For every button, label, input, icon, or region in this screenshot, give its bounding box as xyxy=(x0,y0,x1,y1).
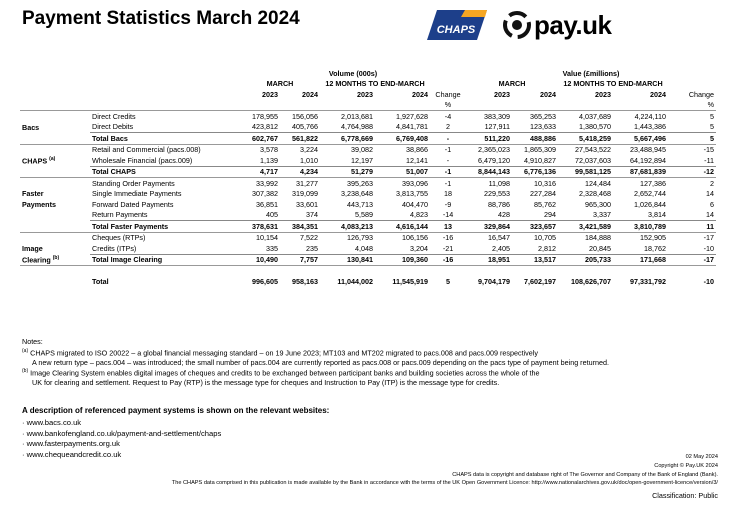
cell-v4: 12,141 xyxy=(406,155,428,165)
row-label: Credits (ITPs) xyxy=(92,243,137,253)
cell-a4: 2,652,744 xyxy=(634,189,667,199)
cell-a3: 72,037,603 xyxy=(575,155,612,165)
cell-vc: 2 xyxy=(446,122,450,132)
cell-ac: -17 xyxy=(668,254,716,266)
cell-v1: 405 xyxy=(266,210,278,220)
row-label: Total Bacs xyxy=(90,133,240,145)
cell-ac: -10 xyxy=(703,277,715,287)
cell-ac: -10 xyxy=(703,243,715,253)
cell-a4: 18,762 xyxy=(644,243,667,253)
cell-a3: 27,543,522 xyxy=(558,144,613,155)
cell-v2: 156,056 xyxy=(280,111,320,122)
cell-vc: - xyxy=(430,133,466,145)
cell-v1: 335 xyxy=(266,243,278,253)
cell-v4: 4,823 xyxy=(410,210,428,220)
cell-a3: 4,037,689 xyxy=(558,111,613,122)
chaps-copyright: CHAPS data is copyright and database right of The Governor and Company of the Bank of England (Bank). xyxy=(452,471,718,478)
cell-a4: 5,667,496 xyxy=(613,133,668,145)
total-row xyxy=(20,133,716,145)
cell-a1: 383,309 xyxy=(466,111,512,122)
payuk-logo: pay.uk xyxy=(503,8,611,42)
cell-v4: 4,841,781 xyxy=(396,122,428,132)
cell-a1: 428 xyxy=(498,210,511,220)
cell-v3: 126,793 xyxy=(320,232,375,243)
cell-a2: 85,762 xyxy=(534,199,557,209)
cell-a2: 323,657 xyxy=(512,221,558,233)
cell-v3: 3,238,648 xyxy=(341,189,373,199)
cell-v2: 4,234 xyxy=(280,166,320,178)
cell-v2: 561,822 xyxy=(280,133,320,145)
cell-vc: -9 xyxy=(444,199,452,209)
cell-v4: 11,545,919 xyxy=(392,277,428,287)
cell-v1: 3,578 xyxy=(240,144,280,155)
cell-a2: 294 xyxy=(544,210,557,220)
cell-v2: 31,277 xyxy=(280,178,320,189)
footer xyxy=(172,453,718,488)
cell-a4: 127,386 xyxy=(613,178,668,189)
section-name: Image xyxy=(22,244,43,253)
cell-a3: 20,845 xyxy=(589,243,612,253)
svg-text:CHAPS: CHAPS xyxy=(436,24,476,36)
table-row xyxy=(20,243,716,254)
cell-a1: 127,911 xyxy=(484,122,511,132)
payment-statistics-table xyxy=(20,68,716,287)
bacs-section xyxy=(20,111,716,145)
cell-a1: 2,365,023 xyxy=(466,144,512,155)
cell-a3: 965,300 xyxy=(585,199,612,209)
cell-a3: 1,380,570 xyxy=(579,122,612,132)
cell-v3: 443,713 xyxy=(347,199,373,209)
row-label: Return Payments xyxy=(92,210,148,220)
cell-a3: 108,626,707 xyxy=(571,277,612,287)
march-header: MARCH xyxy=(498,79,526,89)
table-row xyxy=(20,155,716,166)
note-a: $^{(a)}$ CHAPS migrated to ISO 20022 – a global financial messaging standard – on 19 June 2023; MT103 and MT202 migrated to pacs.008 and pacs.009 respectively xyxy=(22,347,538,357)
row-label: Retail and Commercial (pacs.008) xyxy=(90,144,240,155)
cell-v1: 602,767 xyxy=(240,133,280,145)
cell-v2: 384,351 xyxy=(280,221,320,233)
cell-ac: -11 xyxy=(704,155,715,165)
cell-a1: 11,098 xyxy=(466,178,512,189)
cell-v1: 378,631 xyxy=(240,221,280,233)
cell-v4: 106,156 xyxy=(375,232,430,243)
cell-a4: 171,668 xyxy=(613,254,668,266)
cell-a2: 6,776,136 xyxy=(512,166,558,178)
cell-v3: 12,197 xyxy=(351,155,373,165)
cell-a4: 64,192,894 xyxy=(630,155,667,165)
header-row-3: 2023 2024 2023 2024 Change 2023 2024 2023 2024 Change xyxy=(262,89,715,99)
cell-a3: 99,581,125 xyxy=(558,166,613,178)
cell-vc: -1 xyxy=(430,166,466,178)
cell-vc: -16 xyxy=(430,232,466,243)
row-label: Total Image Clearing xyxy=(90,254,240,266)
table-row xyxy=(20,178,716,189)
chaps-section xyxy=(20,144,716,178)
twelve-months-header: 12 MONTHS TO END-MARCH xyxy=(563,79,663,89)
cell-ac: 5 xyxy=(668,133,716,145)
row-label: Direct Credits xyxy=(90,111,240,122)
section-name xyxy=(20,166,90,178)
cell-vc: 5 xyxy=(446,277,450,287)
section-name xyxy=(20,232,90,243)
grand-total-section xyxy=(20,266,716,288)
row-label: Cheques (RTPs) xyxy=(90,232,240,243)
cell-a1: 9,704,179 xyxy=(478,277,511,287)
cell-v4: 38,866 xyxy=(375,144,430,155)
cell-ac: 2 xyxy=(668,178,716,189)
cell-a2: 1,865,309 xyxy=(512,144,558,155)
cell-ac: -15 xyxy=(668,144,716,155)
row-label: Total CHAPS xyxy=(90,166,240,178)
row-label: Total Faster Payments xyxy=(90,221,240,233)
cell-a3: 2,328,468 xyxy=(579,189,612,199)
section-name xyxy=(20,111,90,122)
cell-a1: 329,864 xyxy=(466,221,512,233)
cell-a2: 7,602,197 xyxy=(524,277,557,287)
cell-a2: 365,253 xyxy=(512,111,558,122)
cell-v2: 235 xyxy=(306,243,318,253)
cell-v4: 404,470 xyxy=(402,199,428,209)
cell-a1: 18,951 xyxy=(466,254,512,266)
copyright: Copyright © Pay.UK 2024 xyxy=(654,462,718,469)
cell-ac: -17 xyxy=(668,232,716,243)
link-item[interactable]: · www.chequeandcredit.co.uk xyxy=(22,449,122,459)
cell-a4: 4,224,110 xyxy=(613,111,668,122)
cell-v1: 423,812 xyxy=(252,122,278,132)
table-row xyxy=(20,144,716,155)
link-item[interactable]: · www.bacs.co.uk xyxy=(22,418,82,428)
value-header: Value (£millions) xyxy=(562,68,620,78)
cell-v2: 405,766 xyxy=(292,122,318,132)
cell-a1: 229,553 xyxy=(484,189,511,199)
cell-a4: 152,905 xyxy=(613,232,668,243)
faster-payments-section xyxy=(20,178,716,233)
row-label: Standing Order Payments xyxy=(90,178,240,189)
cell-vc: -14 xyxy=(442,210,454,220)
link-item[interactable]: · www.bankofengland.co.uk/payment-and-settlement/chaps xyxy=(22,428,222,438)
link-item[interactable]: · www.fasterpayments.org.uk xyxy=(22,439,120,449)
cell-v3: 4,083,213 xyxy=(320,221,375,233)
cell-ac: 11 xyxy=(668,221,716,233)
cell-ac: 5 xyxy=(710,122,715,132)
cell-ac: -12 xyxy=(668,166,716,178)
cell-v3: 39,082 xyxy=(320,144,375,155)
cell-vc: -16 xyxy=(430,254,466,266)
notes: Notes: $^{(a)}$ CHAPS migrated to ISO 20022 – a global financial messaging standard – on 19 June 2023; MT103 and MT202 migrated to pacs.008 and pacs.009 respectively A new return type – pacs.004 – was introduced; the small number of pacs.004 are currently reported as pacs.008 or pacs.009 depending on the pacs type of payment being returned. $^{(b)}$ Image Clearing System enables digital images of cheques and credits to be exchanged between participant banks and building societies across the whole of the UK for clearing and settlement. Request to Pay (RTP) is the message type for cheques and Instruction to Pay (ITP) is the message type for credits. xyxy=(22,337,722,388)
cell-a1: 88,786 xyxy=(488,199,511,209)
cell-ac: 5 xyxy=(668,111,716,122)
row-label: Total xyxy=(92,277,109,287)
cell-a2: 13,517 xyxy=(512,254,558,266)
cell-v1: 307,382 xyxy=(252,189,278,199)
cell-a3: 5,418,259 xyxy=(558,133,613,145)
cell-vc: -4 xyxy=(430,111,466,122)
table-row xyxy=(20,122,716,133)
cell-a1: 511,220 xyxy=(466,133,512,145)
licence: The CHAPS data comprised in this publication is made available by the Bank in accordance with the terms of the UK Open Government Licence: http://www.nationalarchives.gov.uk/doc/open-government-licence/version/3/ xyxy=(171,480,718,487)
notes-heading: Notes: xyxy=(22,337,43,346)
cell-v4: 6,769,408 xyxy=(375,133,430,145)
section-name xyxy=(20,210,90,221)
table-row xyxy=(20,189,716,200)
row-label: Single Immediate Payments xyxy=(92,189,182,199)
twelve-months-header: 12 MONTHS TO END-MARCH xyxy=(325,79,425,89)
cell-a4: 1,443,386 xyxy=(634,122,667,132)
links-section xyxy=(22,406,329,460)
publish-date: 02 May 2024 xyxy=(685,454,718,460)
section-name: Clearing $^{(b)}$ xyxy=(22,254,60,265)
cell-vc: -1 xyxy=(430,178,466,189)
cell-v1: 36,851 xyxy=(256,199,278,209)
section-name: CHAPS $^{(a)}$ xyxy=(22,155,56,166)
cell-v4: 109,360 xyxy=(375,254,430,266)
cell-ac: 6 xyxy=(710,199,715,209)
cell-v1: 178,955 xyxy=(240,111,280,122)
cell-a3: 124,484 xyxy=(558,178,613,189)
row-label: Direct Debits xyxy=(92,122,134,132)
cell-a2: 488,886 xyxy=(512,133,558,145)
cell-a4: 3,810,789 xyxy=(613,221,668,233)
cell-a1: 2,405 xyxy=(492,243,511,253)
row-label: Forward Dated Payments xyxy=(92,199,174,209)
section-name xyxy=(20,221,90,233)
chaps-logo xyxy=(427,10,487,40)
cell-a1: 8,844,143 xyxy=(466,166,512,178)
header-row-1 xyxy=(20,68,716,79)
cell-a3: 184,888 xyxy=(558,232,613,243)
change-header: Change xyxy=(688,89,715,99)
grand-total-row xyxy=(20,277,716,288)
cell-v1: 33,992 xyxy=(240,178,280,189)
cell-v4: 4,616,144 xyxy=(375,221,430,233)
cell-a2: 4,910,827 xyxy=(524,155,557,165)
section-name: Payments xyxy=(22,199,56,209)
cell-v2: 7,522 xyxy=(280,232,320,243)
cell-v3: 130,841 xyxy=(320,254,375,266)
table-row xyxy=(20,199,716,210)
cell-v1: 1,139 xyxy=(260,155,278,165)
table-row xyxy=(20,210,716,221)
cell-a2: 227,284 xyxy=(530,189,557,199)
cell-a2: 10,705 xyxy=(512,232,558,243)
section-name: Faster xyxy=(22,189,44,199)
cell-v2: 958,163 xyxy=(292,277,318,287)
cell-a2: 2,812 xyxy=(538,243,557,253)
cell-v2: 374 xyxy=(306,210,318,220)
cell-v1: 4,717 xyxy=(240,166,280,178)
section-name xyxy=(20,133,90,145)
march-header: MARCH xyxy=(266,79,294,89)
header-row-2 xyxy=(20,79,716,90)
total-row xyxy=(20,166,716,178)
cell-a4: 1,026,844 xyxy=(634,199,667,209)
cell-v3: 6,778,669 xyxy=(320,133,375,145)
cell-v4: 3,204 xyxy=(410,243,428,253)
note-b: $^{(b)}$ Image Clearing System enables digital images of cheques and credits to be exchanged between participant banks and building societies across the whole of the xyxy=(22,368,540,378)
cell-v3: 51,279 xyxy=(320,166,375,178)
cell-a2: 123,633 xyxy=(530,122,557,132)
cell-v3: 5,589 xyxy=(355,210,373,220)
section-name: Bacs xyxy=(22,122,40,132)
section-name xyxy=(20,178,90,189)
cell-v2: 1,010 xyxy=(300,155,318,165)
cell-a3: 3,337 xyxy=(593,210,612,220)
cell-a1: 6,479,120 xyxy=(478,155,511,165)
cell-a3: 3,421,589 xyxy=(558,221,613,233)
total-row xyxy=(20,221,716,233)
cell-v2: 7,757 xyxy=(280,254,320,266)
image-clearing-section xyxy=(20,232,716,266)
cell-a4: 3,814 xyxy=(648,210,667,220)
cell-v3: 4,048 xyxy=(355,243,373,253)
cell-vc: 18 xyxy=(444,189,452,199)
section-name xyxy=(20,144,90,155)
cell-vc: -21 xyxy=(442,243,454,253)
cell-v1: 996,605 xyxy=(252,277,278,287)
table-row xyxy=(20,232,716,243)
cell-a2: 10,316 xyxy=(512,178,558,189)
cell-v4: 3,813,755 xyxy=(396,189,428,199)
cell-v3: 4,764,988 xyxy=(341,122,373,132)
total-row xyxy=(20,254,716,266)
cell-v1: 10,154 xyxy=(240,232,280,243)
cell-v3: 11,044,002 xyxy=(337,277,373,287)
table-row xyxy=(20,111,716,122)
cell-v2: 3,224 xyxy=(280,144,320,155)
page-title: Payment Statistics March 2024 xyxy=(22,8,300,29)
cell-a3: 205,733 xyxy=(558,254,613,266)
cell-v3: 2,013,681 xyxy=(320,111,375,122)
cell-a4: 23,488,945 xyxy=(613,144,668,155)
cell-v3: 395,263 xyxy=(320,178,375,189)
volume-header: Volume (000s) xyxy=(328,68,378,78)
cell-a4: 97,331,792 xyxy=(630,277,667,287)
cell-v2: 319,099 xyxy=(292,189,318,199)
cell-v4: 393,096 xyxy=(375,178,430,189)
cell-v4: 1,927,628 xyxy=(375,111,430,122)
header-row-4: % % xyxy=(444,100,715,110)
cell-v4: 51,007 xyxy=(375,166,430,178)
classification: Classification: Public xyxy=(652,491,718,500)
row-label: Wholesale Financial (pacs.009) xyxy=(92,155,193,165)
cell-vc: -1 xyxy=(430,144,466,155)
cell-vc: 13 xyxy=(430,221,466,233)
payuk-swirl-icon xyxy=(503,11,531,39)
cell-v1: 10,490 xyxy=(240,254,280,266)
cell-a1: 16,547 xyxy=(466,232,512,243)
cell-v2: 33,601 xyxy=(296,199,318,209)
links-heading: A description of referenced payment systems is shown on the relevant websites: xyxy=(22,406,330,415)
cell-ac: 14 xyxy=(706,189,715,199)
change-header: Change xyxy=(435,89,461,99)
cell-a4: 87,681,839 xyxy=(613,166,668,178)
cell-ac: 14 xyxy=(706,210,715,220)
cell-vc: - xyxy=(446,155,450,165)
